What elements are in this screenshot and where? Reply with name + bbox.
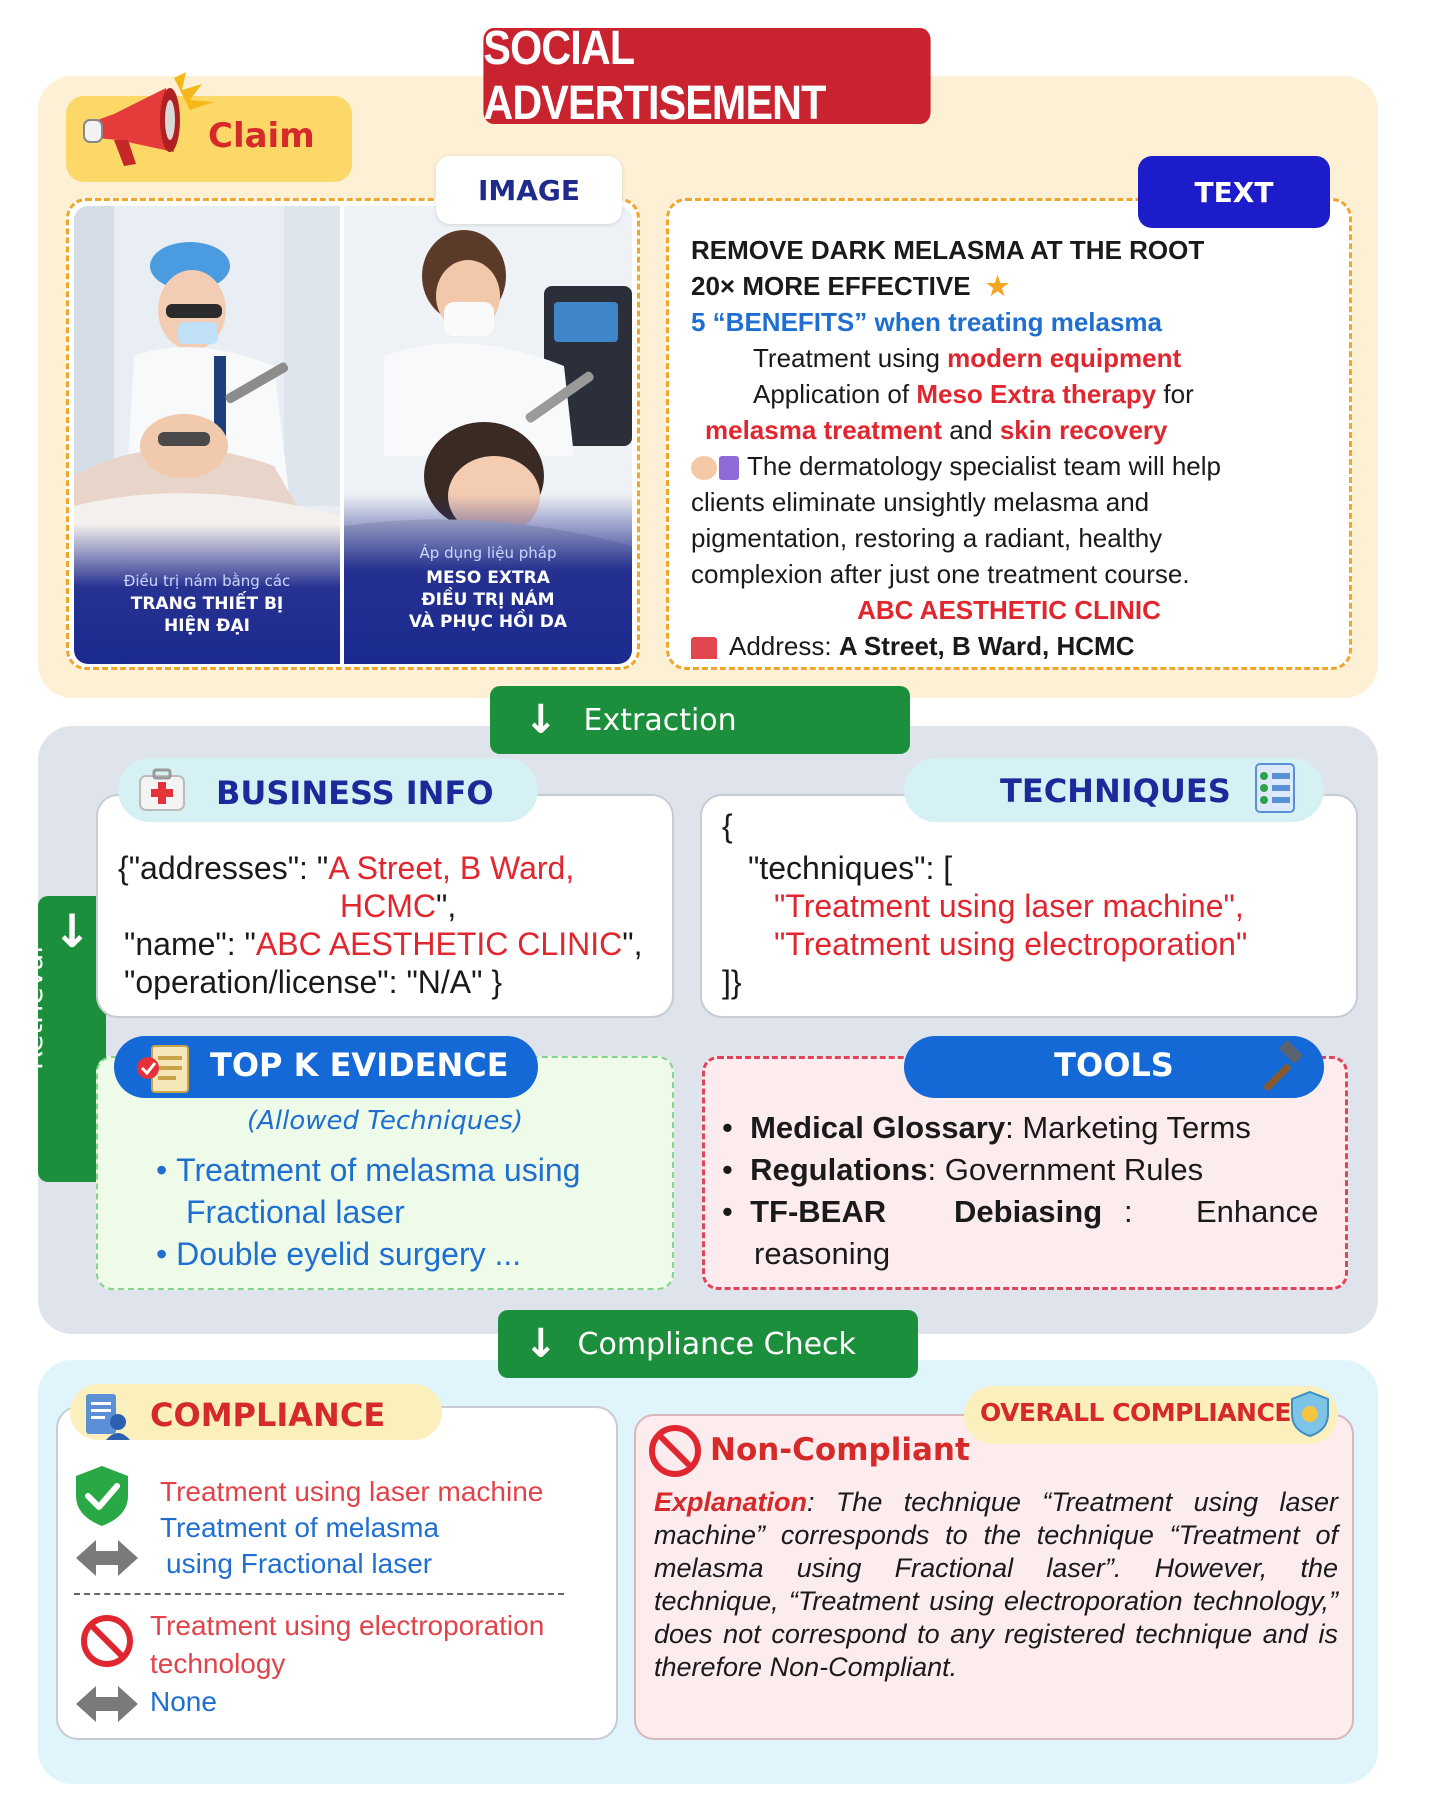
checklist-icon: [1248, 760, 1304, 816]
ad-text-box: [666, 198, 1352, 670]
prohibited-icon: [648, 1424, 702, 1478]
bullet: •: [156, 1236, 177, 1272]
page-title: SOCIAL ADVERTISEMENT: [483, 28, 930, 124]
ad-photo-left: [74, 206, 340, 664]
evidence-title: TOP K EVIDENCE: [210, 1046, 509, 1084]
evidence-item: [156, 1236, 521, 1273]
compliance-match: None: [150, 1686, 217, 1717]
evidence-item: [156, 1152, 580, 1189]
explanation-label: Explanation: [654, 1487, 808, 1517]
ad-text-span: Application of: [753, 379, 917, 409]
tool-item: [722, 1110, 1251, 1146]
clinic-icon: [691, 637, 717, 659]
business-info-card: [96, 794, 674, 1018]
techniques-title: TECHNIQUES: [1000, 772, 1231, 810]
double-arrow-icon: [76, 1684, 138, 1724]
ad-address: [691, 631, 1134, 662]
tools-title: TOOLS: [1054, 1046, 1174, 1084]
code-line: [124, 926, 642, 963]
ad-text-span: for: [1156, 379, 1194, 409]
ad-body-line: complexion after just one treatment course.: [691, 559, 1190, 589]
code-key: "name": ": [124, 926, 256, 962]
compliance-match: using Fractional laser: [166, 1548, 433, 1579]
code-string: "Treatment using electroporation": [774, 926, 1248, 962]
ad-highlight: skin recovery: [999, 415, 1168, 445]
tool-desc: : Marketing Terms: [1005, 1110, 1251, 1145]
techniques-card: [700, 794, 1358, 1018]
doctor-emoji-icon: [691, 456, 717, 480]
photo-caption-band: [74, 524, 340, 664]
ad-subheadline-text: 20× MORE EFFECTIVE: [691, 271, 971, 301]
address-value: A Street, B Ward, HCMC: [838, 631, 1135, 661]
ad-body-line: pigmentation, restoring a radiant, healthy: [691, 523, 1163, 553]
ad-highlight: melasma treatment: [705, 415, 942, 445]
ad-subheadline: [691, 271, 1009, 302]
extraction-label: Extraction: [583, 702, 737, 738]
evidence-item-continued: Fractional laser: [186, 1194, 405, 1230]
evidence-subtitle: (Allowed Techniques): [246, 1106, 524, 1136]
address-label: Address:: [729, 631, 839, 661]
tool-desc: Enhance: [1196, 1194, 1319, 1229]
compliance-title: COMPLIANCE: [150, 1396, 386, 1434]
caption-line: TRANG THIẾT BỊ: [130, 594, 284, 614]
ad-body-line: [691, 451, 1221, 482]
code-line: {: [722, 808, 733, 844]
caption-small: Áp dụng liệu pháp: [419, 544, 557, 562]
extraction-step: [490, 686, 910, 754]
ad-benefit-line: [705, 415, 1168, 446]
compliance-match: Treatment of melasma: [160, 1512, 440, 1543]
overall-compliance-title: OVERALL COMPLIANCE: [980, 1398, 1291, 1427]
retrieval-label: Retrieval: [16, 945, 49, 1071]
caption-line: MESO EXTRA: [426, 568, 550, 588]
code-string: A Street, B Ward,: [328, 850, 575, 886]
code-key: {"addresses": ": [118, 850, 329, 886]
tool-item: [722, 1194, 886, 1230]
caption-small: Điều trị nám bằng các: [123, 572, 291, 590]
image-tab: IMAGE: [436, 156, 622, 224]
ad-photo-right: [344, 206, 632, 664]
tool-name: Medical Glossary: [750, 1110, 1006, 1145]
ad-benefits-heading: 5 “BENEFITS” when treating melasma: [691, 307, 1163, 337]
first-aid-kit-icon: [136, 764, 188, 816]
tool-name: Regulations: [750, 1152, 928, 1187]
hammer-icon: [1254, 1040, 1308, 1094]
code-line: [118, 850, 574, 887]
code-string: ABC AESTHETIC CLINIC: [255, 926, 623, 962]
ad-text-span: Treatment using: [753, 343, 948, 373]
ad-body-line: clients eliminate unsightly melasma and: [691, 487, 1150, 517]
bullet: •: [722, 1194, 751, 1229]
code-string: "Treatment using laser machine",: [774, 888, 1244, 924]
evidence-item-text: Treatment of melasma using: [176, 1152, 581, 1188]
code-line: "techniques": [: [748, 850, 953, 886]
compliance-check-step: [498, 1310, 918, 1378]
ad-headline: REMOVE DARK MELASMA AT THE ROOT: [691, 235, 1205, 265]
document-person-icon: [80, 1390, 132, 1442]
bullet: •: [156, 1152, 177, 1188]
ad-benefit-line: [753, 379, 1194, 410]
bullet: •: [722, 1152, 751, 1187]
ad-text-span: and: [942, 415, 1000, 445]
double-arrow-icon: [76, 1538, 138, 1578]
ad-benefit-line: [753, 343, 1181, 374]
bullet: •: [722, 1110, 751, 1145]
shield-badge-icon: [1288, 1390, 1332, 1438]
compliance-technique: Treatment using electroporation: [150, 1610, 545, 1641]
compliance-technique: technology: [150, 1648, 286, 1679]
down-arrow-icon: ↓: [524, 1321, 558, 1367]
shield-check-icon: [72, 1464, 132, 1528]
explanation-body: : The technique “Treatment using laser machine” corresponds to the technique “Treatment of melasma using Fractional laser”. However, the technique, “Treatment using electroporation technology,” does not correspond to any registered technique and is therefore Non-Compliant.: [654, 1487, 1338, 1682]
compliance-divider: [74, 1593, 564, 1595]
megaphone-icon: [74, 70, 222, 180]
tool-desc: reasoning: [754, 1236, 891, 1271]
code-string: HCMC: [340, 888, 436, 924]
tool-desc: :: [1124, 1194, 1133, 1229]
prohibited-icon: [80, 1614, 134, 1668]
code-punct: ",: [622, 926, 643, 962]
claim-label: Claim: [208, 116, 315, 156]
star-icon: ★: [985, 271, 1010, 301]
verdict-label: Non-Compliant: [710, 1432, 970, 1468]
compliance-check-label: Compliance Check: [577, 1326, 856, 1362]
explanation-text: [654, 1486, 1338, 1684]
code-line: [340, 888, 456, 925]
tool-item: [722, 1152, 1203, 1188]
code-punct: ",: [435, 888, 457, 924]
photo-caption-band: [344, 494, 632, 664]
business-info-title: BUSINESS INFO: [216, 774, 494, 812]
evidence-item-text: Double eyelid surgery ...: [176, 1236, 522, 1272]
down-arrow-icon: ↓: [524, 697, 558, 743]
ad-text-span: The dermatology specialist team will help: [747, 451, 1221, 481]
caption-line: ĐIỀU TRỊ NÁM: [421, 590, 555, 610]
down-arrow-icon: ↓: [52, 904, 92, 958]
ad-highlight: modern equipment: [947, 343, 1182, 373]
ad-highlight: Meso Extra therapy: [916, 379, 1157, 409]
ad-clinic-name: ABC AESTHETIC CLINIC: [857, 595, 1161, 625]
document-icon: [134, 1042, 194, 1096]
tool-desc: : Government Rules: [927, 1152, 1204, 1187]
code-line: ]}: [722, 964, 742, 1000]
text-tab: TEXT: [1138, 156, 1330, 228]
caption-line: HIỆN ĐẠI: [163, 616, 251, 636]
caption-line: VÀ PHỤC HỒI DA: [408, 612, 568, 632]
code-line: "operation/license": "N/A" }: [124, 964, 503, 1000]
compliance-technique: Treatment using laser machine: [160, 1476, 544, 1507]
clipboard-emoji-icon: [719, 456, 739, 480]
tool-name: TF-BEAR: [750, 1194, 887, 1229]
tool-name: Debiasing: [954, 1194, 1103, 1229]
